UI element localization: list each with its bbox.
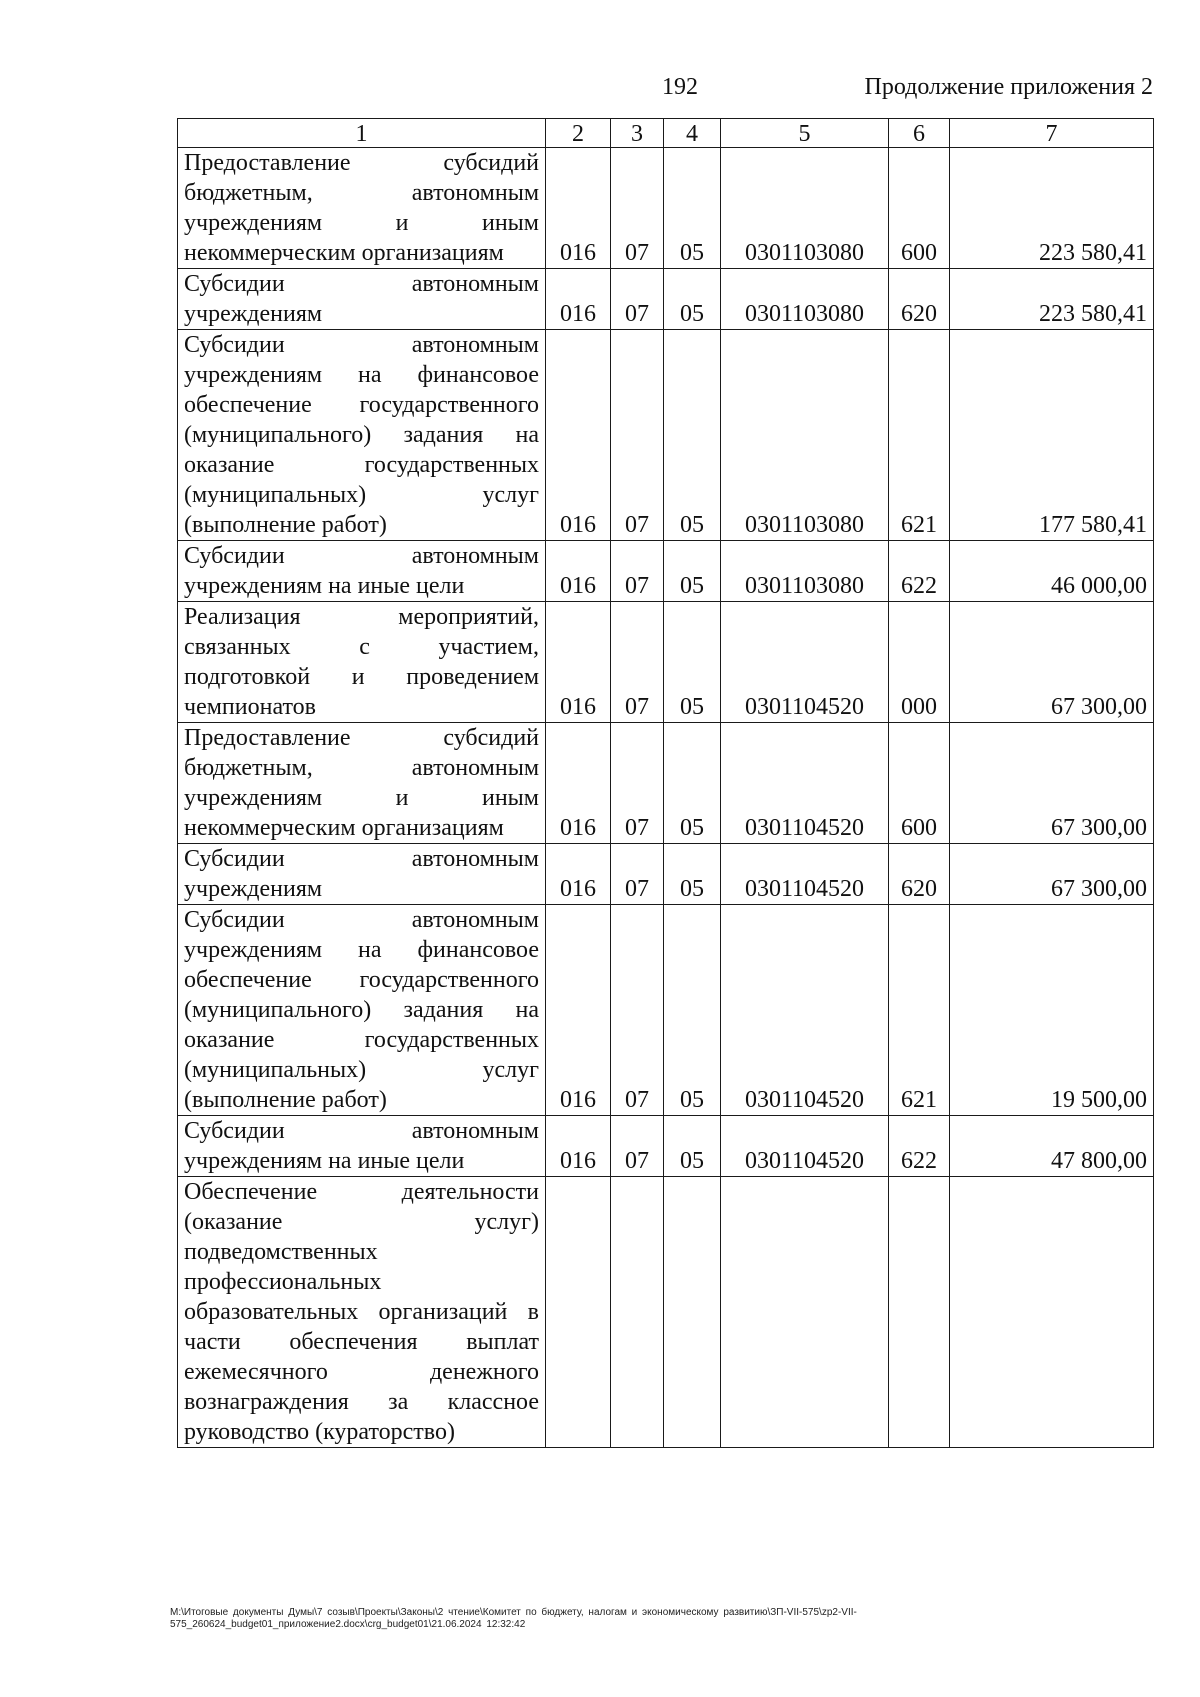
column-header: 6 [889, 119, 950, 148]
section-code: 07 [611, 723, 664, 844]
section-code: 07 [611, 269, 664, 330]
admin-code: 016 [546, 723, 611, 844]
table-row [178, 844, 1154, 905]
amount: 46 000,00 [950, 541, 1154, 602]
budget-table [177, 118, 1154, 1448]
table-row [178, 1116, 1154, 1177]
admin-code: 016 [546, 148, 611, 269]
subsection-code: 05 [664, 330, 721, 541]
subsection-code: 05 [664, 602, 721, 723]
target-article-code: 0301103080 [721, 330, 889, 541]
amount: 19 500,00 [950, 905, 1154, 1116]
section-code: 07 [611, 148, 664, 269]
admin-code: 016 [546, 602, 611, 723]
table-row [178, 1177, 1154, 1448]
subsection-code: 05 [664, 269, 721, 330]
row-description: Субсидии автономным учреждениям на иные цели [178, 541, 546, 602]
subsection-code: 05 [664, 541, 721, 602]
document-path-footer: М:\Итоговые документы Думы\7 созыв\Проекты\Законы\2 чтение\Комитет по бюджету, налогам и экономическому развитию\ЗП-VII-575\zp2-VII-575_260624_budget01_приложение2.docx\crg_budget01\21.06.2024 12:32:42 [170, 1607, 857, 1630]
row-description: Обеспечение деятельности (оказание услуг) подведомственных профессиональных образовательных организаций в части обеспечения выплат ежемесячного денежного вознаграждения за классное руководство (кураторство) [178, 1177, 546, 1448]
subsection-code: 05 [664, 723, 721, 844]
section-code: 07 [611, 844, 664, 905]
expense-type-code: 621 [889, 330, 950, 541]
admin-code: 016 [546, 1116, 611, 1177]
target-article-code: 0301104520 [721, 905, 889, 1116]
expense-type-code: 000 [889, 602, 950, 723]
subsection-code: 05 [664, 1116, 721, 1177]
column-header: 2 [546, 119, 611, 148]
row-description: Субсидии автономным учреждениям на финансовое обеспечение государственного (муниципального) задания на оказание государственных (муниципальных) услуг (выполнение работ) [178, 905, 546, 1116]
section-code: 07 [611, 330, 664, 541]
expense-type-code: 622 [889, 541, 950, 602]
row-description: Субсидии автономным учреждениям на финансовое обеспечение государственного (муниципального) задания на оказание государственных (муниципальных) услуг (выполнение работ) [178, 330, 546, 541]
target-article-code: 0301104520 [721, 602, 889, 723]
table-row [178, 541, 1154, 602]
row-description: Субсидии автономным учреждениям [178, 269, 546, 330]
expense-type-code: 600 [889, 148, 950, 269]
section-code: 07 [611, 905, 664, 1116]
target-article-code [721, 1177, 889, 1448]
admin-code [546, 1177, 611, 1448]
row-description: Субсидии автономным учреждениям на иные цели [178, 1116, 546, 1177]
column-header: 5 [721, 119, 889, 148]
amount [950, 1177, 1154, 1448]
amount: 223 580,41 [950, 269, 1154, 330]
column-number-row [178, 119, 1154, 148]
subsection-code: 05 [664, 148, 721, 269]
expense-type-code [889, 1177, 950, 1448]
admin-code: 016 [546, 541, 611, 602]
table-row [178, 905, 1154, 1116]
amount: 67 300,00 [950, 723, 1154, 844]
expense-type-code: 600 [889, 723, 950, 844]
target-article-code: 0301104520 [721, 844, 889, 905]
section-code: 07 [611, 541, 664, 602]
amount: 47 800,00 [950, 1116, 1154, 1177]
expense-type-code: 622 [889, 1116, 950, 1177]
column-header: 4 [664, 119, 721, 148]
target-article-code: 0301103080 [721, 148, 889, 269]
amount: 67 300,00 [950, 844, 1154, 905]
row-description: Предоставление субсидий бюджетным, автономным учреждениям и иным некоммерческим организациям [178, 723, 546, 844]
expense-type-code: 620 [889, 269, 950, 330]
section-code [611, 1177, 664, 1448]
section-code: 07 [611, 1116, 664, 1177]
admin-code: 016 [546, 844, 611, 905]
row-description: Предоставление субсидий бюджетным, автономным учреждениям и иным некоммерческим организациям [178, 148, 546, 269]
row-description: Реализация мероприятий, связанных с участием, подготовкой и проведением чемпионатов [178, 602, 546, 723]
target-article-code: 0301104520 [721, 723, 889, 844]
table-row [178, 723, 1154, 844]
column-header: 3 [611, 119, 664, 148]
column-header: 1 [178, 119, 546, 148]
amount: 67 300,00 [950, 602, 1154, 723]
target-article-code: 0301103080 [721, 269, 889, 330]
subsection-code: 05 [664, 905, 721, 1116]
row-description: Субсидии автономным учреждениям [178, 844, 546, 905]
table-row [178, 330, 1154, 541]
continuation-label: Продолжение приложения 2 [864, 74, 1153, 100]
target-article-code: 0301104520 [721, 1116, 889, 1177]
subsection-code: 05 [664, 844, 721, 905]
amount: 177 580,41 [950, 330, 1154, 541]
page-number: 192 [662, 74, 698, 100]
section-code: 07 [611, 602, 664, 723]
admin-code: 016 [546, 269, 611, 330]
column-header: 7 [950, 119, 1154, 148]
expense-type-code: 620 [889, 844, 950, 905]
table-row [178, 269, 1154, 330]
table-row [178, 148, 1154, 269]
admin-code: 016 [546, 905, 611, 1116]
table-row [178, 602, 1154, 723]
admin-code: 016 [546, 330, 611, 541]
target-article-code: 0301103080 [721, 541, 889, 602]
amount: 223 580,41 [950, 148, 1154, 269]
expense-type-code: 621 [889, 905, 950, 1116]
subsection-code [664, 1177, 721, 1448]
